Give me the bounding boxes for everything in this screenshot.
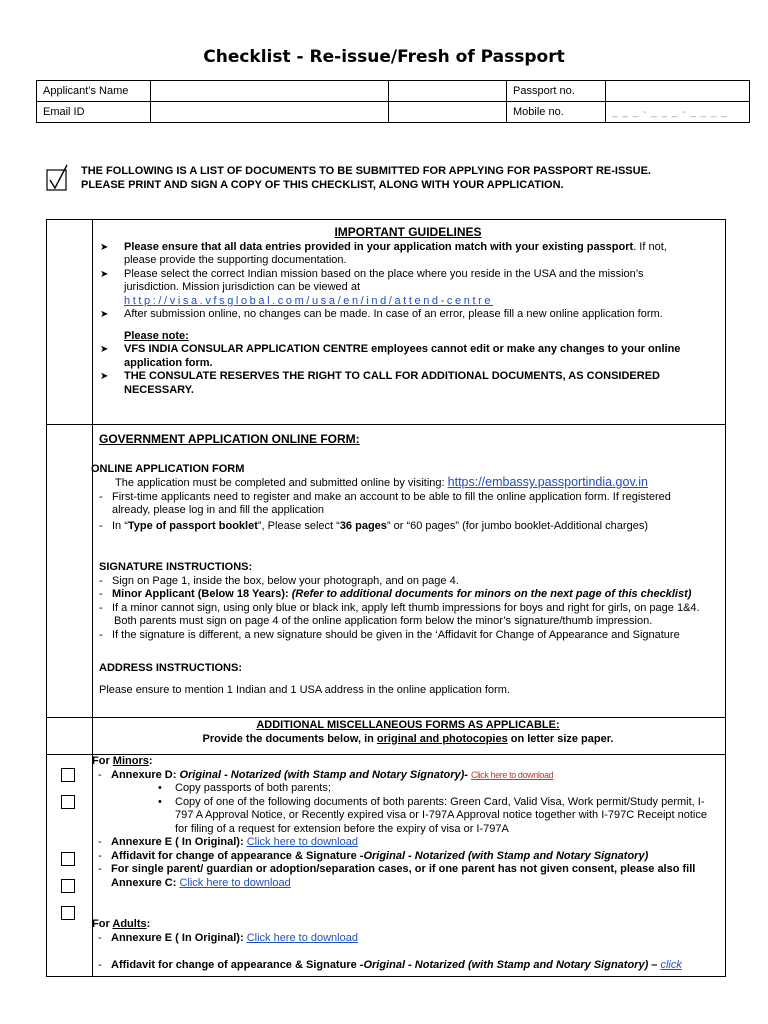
address-heading: ADDRESS INSTRUCTIONS:	[99, 662, 243, 674]
signature-item: - If a minor cannot sign, using only blue or black ink, apply left thumb impressions for boys and right for girls, on page 1&4. Both parents must sign on page 4 of the online application form below the minor’s signature/thumb impression.	[99, 601, 700, 627]
checkbox-annexure-c[interactable]	[61, 906, 75, 920]
signature-item: - If the signature is different, a new signature should be given in the ‘Affidavit for Change of Appearance and Signature	[99, 628, 680, 641]
applicant-name-field[interactable]	[151, 81, 389, 102]
intro-text	[81, 164, 721, 192]
adult-doc-item: - Annexure E ( In Original): Click here to download	[98, 931, 358, 944]
guideline-3: After submission online, no changes can be made. In case of an error, please fill a new online application form.	[124, 308, 663, 320]
page-title: Checklist - Re-issue/Fresh of Passport	[203, 47, 565, 67]
email-field-extra[interactable]	[389, 102, 507, 123]
vfs-centre-link[interactable]: http://visa.vfsglobal.com/usa/en/ind/attend-centre	[124, 294, 494, 307]
online-form-item: - In “Type of passport booklet”, Please select “36 pages” or “60 pages” (for jumbo booklet-Additional charges)	[99, 519, 648, 532]
checkbox-affidavit[interactable]	[61, 879, 75, 893]
adult-annexure-e-label: Annexure E ( In Original):	[111, 931, 244, 944]
guideline-4-line2: application form.	[124, 356, 213, 369]
annexure-d-label: Annexure D:	[111, 768, 177, 781]
guideline-5-line2: NECESSARY.	[124, 383, 194, 396]
guideline-5-line1: THE CONSULATE RESERVES THE RIGHT TO CALL FOR ADDITIONAL DOCUMENTS, AS CONSIDERED	[124, 370, 660, 382]
misc-sub-underlined: original and photocopies	[376, 732, 508, 745]
annexure-d-download-link[interactable]: Click here to download	[471, 769, 554, 780]
online-form-section	[93, 433, 723, 697]
address-text: Please ensure to mention 1 Indian and 1 USA address in the online application form.	[99, 683, 510, 696]
email-field[interactable]	[151, 102, 389, 123]
minor-doc-item: - Affidavit for change of appearance & Signature -Original - Notarized (with Stamp and Notary Signatory)	[98, 849, 649, 862]
annexure-d-note: Original - Notarized (with Stamp and Notary Signatory)	[176, 768, 465, 781]
minor-applicant-bold: Minor Applicant (Below 18 Years):	[112, 588, 289, 600]
misc-forms-section	[93, 719, 723, 746]
parent-docs-line2: 797 A Approval Notice, or Recently expired visa or I-797A Approval notice together with I-797C Receipt notice	[175, 809, 707, 821]
booklet-text-pre: In “	[112, 519, 128, 532]
adults-label: Adults	[112, 918, 147, 930]
checkbox-annexure-d[interactable]	[61, 768, 75, 782]
passport-india-link[interactable]: https://embassy.passportindia.gov.in	[447, 475, 648, 489]
adult-affidavit-click-link[interactable]: click	[660, 959, 682, 971]
online-form-item: - First-time applicants need to register and make an account to be able to fill the online application form. If registered already, please log in and fill the application	[99, 490, 671, 516]
applicant-name-field-extra[interactable]	[389, 81, 507, 102]
intro-line-2: PLEASE PRINT AND SIGN A COPY OF THIS CHECKLIST, ALONG WITH YOUR APPLICATION.	[81, 179, 564, 191]
single-parent-text: For single parent/ guardian or adoption/separation cases, or if one parent has not given consent, please also fill	[111, 863, 696, 875]
guideline-item	[93, 268, 723, 309]
minor-doc-subitem: • Copy of one of the following documents of both parents: Green Card, Valid Visa, Work permit/Study permit, I- 797 A Approval Notice, or Recently expired visa or I-797A Approval notice together with I-797C Receipt notice for filing of a request for extension before the expiry of visa or I-797A	[158, 795, 707, 835]
affidavit-note: Original - Notarized (with Stamp and Notary Signatory)	[363, 849, 649, 862]
online-form-item-1-line2: already, please log in and fill the application	[112, 504, 324, 516]
annexure-e-download-link[interactable]: Click here to download	[246, 836, 358, 848]
adults-label-pre: For	[92, 918, 113, 930]
table-row-divider	[47, 424, 725, 425]
online-application-subheading: ONLINE APPLICATION FORM	[91, 462, 245, 475]
annexure-d-dash: -	[464, 768, 468, 781]
signature-item-1: Sign on Page 1, inside the box, below your photograph, and on page 4.	[112, 574, 459, 587]
guideline-item	[93, 308, 723, 322]
signature-item-3-line2: Both parents must sign on page 4 of the online application form below the minor’s signature/thumb impression.	[114, 615, 653, 627]
adult-annexure-e-download-link[interactable]: Click here to download	[246, 931, 358, 944]
guideline-1-bold: Please ensure that all data entries provided in your application match with your existing passport	[124, 240, 634, 253]
minor-doc-item: - For single parent/ guardian or adoption/separation cases, or if one parent has not given consent, please also fill Annexure C: Click here to download	[98, 863, 696, 889]
intro-line-1: THE FOLLOWING IS A LIST OF DOCUMENTS TO BE SUBMITTED FOR APPLYING FOR PASSPORT RE-ISSUE.	[81, 165, 651, 177]
adult-affidavit-label: Affidavit for change of appearance & Signature -	[111, 959, 364, 971]
checkbox-copy-passports[interactable]	[61, 795, 75, 809]
checklist-table	[46, 219, 726, 977]
annexure-c-download-link[interactable]: Click here to download	[179, 876, 291, 889]
checkbox-annexure-e[interactable]	[61, 852, 75, 866]
arrow-bullet-icon: ➤	[100, 344, 109, 355]
signature-item: - Minor Applicant (Below 18 Years): (Refer to additional documents for minors on the next page of this checklist)	[99, 588, 692, 600]
minors-label-colon: :	[148, 755, 153, 767]
guideline-1-rest: . If not,	[633, 240, 667, 253]
guideline-item	[93, 370, 723, 397]
mobile-mask: _ _ _ - _ _ _ - _ _ _ _	[612, 107, 728, 118]
arrow-bullet-icon: ➤	[100, 241, 109, 253]
adults-label-colon: :	[146, 918, 151, 930]
guidelines-section	[93, 226, 723, 397]
guideline-4-line1: VFS INDIA CONSULAR APPLICATION CENTRE employees cannot edit or make any changes to your online	[124, 343, 681, 355]
booklet-pages-bold: 36 pages	[339, 519, 387, 532]
misc-sub-pre: Provide the documents below, in	[202, 732, 377, 745]
visit-text: The application must be completed and submitted online by visiting:	[115, 477, 445, 489]
applicant-name-label: Applicant’s Name	[37, 81, 151, 102]
signature-item: - Sign on Page 1, inside the box, below your photograph, and on page 4.	[99, 574, 459, 587]
signature-item-3-line1: If a minor cannot sign, using only blue or black ink, apply left thumb impressions for boys and right for girls, on page 1&4.	[112, 601, 700, 614]
online-form-item-1-line1: First-time applicants need to register and make an account to be able to fill the online application form. If registered	[112, 490, 671, 503]
minor-doc-item: - Annexure E ( In Original): Click here to download	[98, 836, 358, 848]
parent-docs-line3: for filing of a request for extension before the expiry of visa or I-797A	[175, 822, 509, 835]
minors-label-pre: For	[92, 755, 113, 767]
misc-sub-post: on letter size paper.	[507, 732, 614, 745]
mobile-label: Mobile no.	[507, 102, 606, 123]
passport-no-label: Passport no.	[507, 81, 606, 102]
annexure-e-label: Annexure E ( In Original):	[111, 836, 244, 848]
booklet-type-bold: Type of passport booklet	[127, 519, 258, 532]
table-row-divider	[47, 717, 725, 718]
passport-no-field[interactable]	[606, 81, 750, 102]
online-form-heading: GOVERNMENT APPLICATION ONLINE FORM:	[99, 432, 360, 446]
guideline-2-line2: jurisdiction. Mission jurisdiction can be viewed at	[124, 281, 360, 293]
minors-label: Minors	[112, 755, 149, 767]
minor-doc-subitem: • Copy passports of both parents;	[158, 782, 331, 794]
adult-affidavit-dash: –	[648, 959, 661, 971]
guidelines-heading: IMPORTANT GUIDELINES	[334, 225, 482, 239]
adult-affidavit-note: Original - Notarized (with Stamp and Notary Signatory)	[363, 959, 649, 971]
booklet-text-mid: ”, Please select “	[257, 519, 340, 532]
arrow-bullet-icon: ➤	[100, 309, 109, 320]
minor-doc-item: - Annexure D: Original - Notarized (with Stamp and Notary Signatory)- Click here to download	[98, 768, 554, 781]
copy-passports-text: Copy passports of both parents;	[175, 782, 331, 794]
booklet-text-post: ” or “60 pages” (for jumbo booklet-Additional charges)	[386, 519, 648, 532]
signature-item-4: If the signature is different, a new signature should be given in the ‘Affidavit for Change of Appearance and Signature	[112, 628, 680, 641]
guideline-item	[93, 343, 723, 370]
guideline-item	[93, 241, 723, 268]
applicant-info-table	[36, 80, 750, 123]
documents-section	[92, 755, 725, 973]
email-label: Email ID	[37, 102, 151, 123]
parent-docs-line1: Copy of one of the following documents of both parents: Green Card, Valid Visa, Work permit/Study permit, I-	[175, 795, 705, 808]
signature-heading: SIGNATURE INSTRUCTIONS:	[99, 561, 253, 573]
checkmark-box-icon	[46, 164, 68, 192]
guideline-1-line2: please provide the supporting documentation.	[124, 254, 347, 266]
guideline-2-line1: Please select the correct Indian mission based on the place where you reside in the USA and the mission’s	[124, 267, 644, 280]
misc-forms-heading: ADDITIONAL MISCELLANEOUS FORMS AS APPLICABLE:	[256, 719, 560, 731]
please-note-label: Please note:	[124, 329, 189, 342]
arrow-bullet-icon: ➤	[100, 268, 109, 280]
annexure-c-label: Annexure C:	[111, 876, 177, 889]
adult-doc-item: - Affidavit for change of appearance & Signature -Original - Notarized (with Stamp and Notary Signatory) – click	[98, 959, 682, 971]
arrow-bullet-icon: ➤	[100, 371, 109, 382]
minor-applicant-note: (Refer to additional documents for minors on the next page of this checklist)	[291, 588, 692, 600]
mobile-field[interactable]	[606, 102, 750, 123]
affidavit-label: Affidavit for change of appearance & Signature -	[111, 849, 364, 862]
